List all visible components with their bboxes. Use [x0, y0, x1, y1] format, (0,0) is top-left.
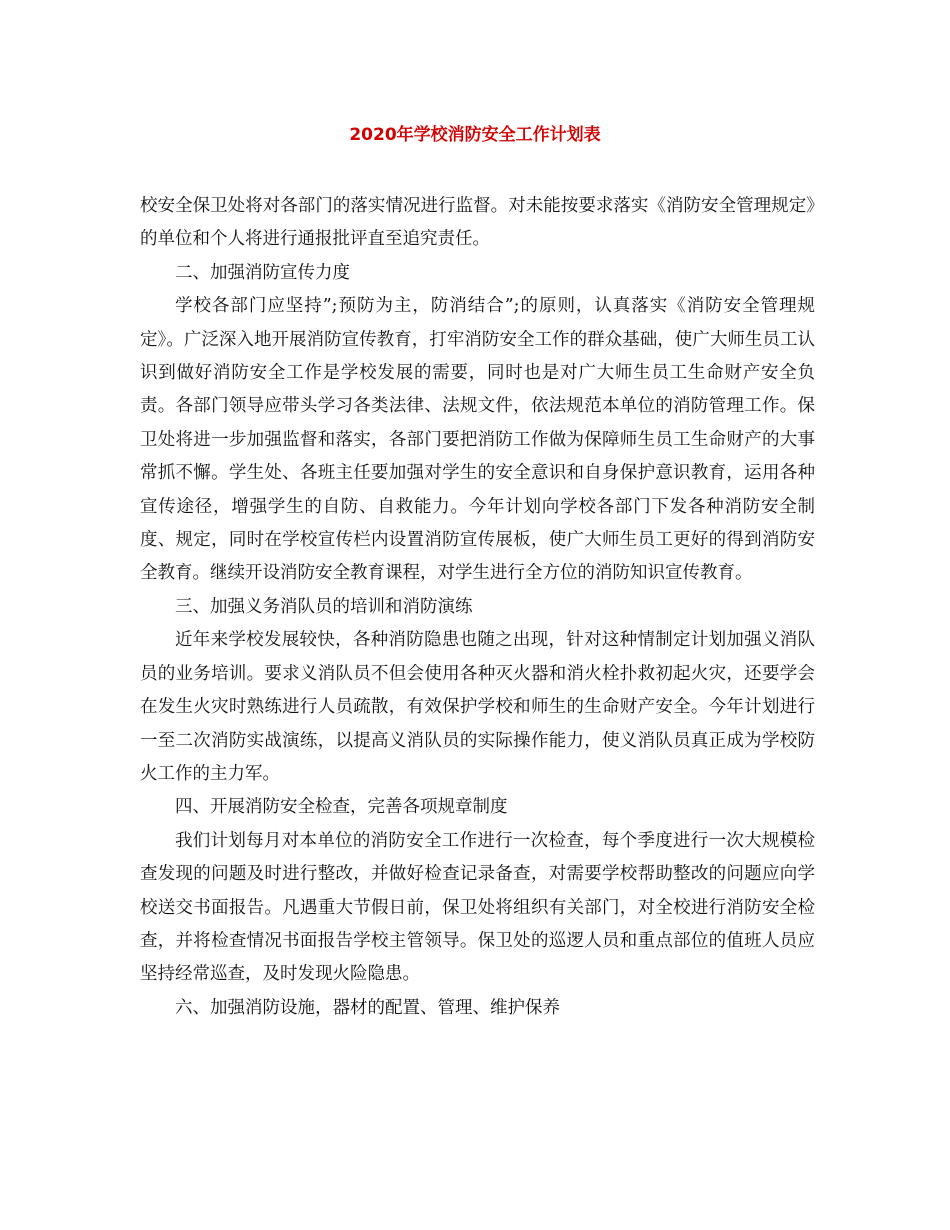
paragraph-continuation: 校安全保卫处将对各部门的落实情况进行监督。对未能按要求落实《消防安全管理规定》的单位和个人将进行通报批评直至追究责任。 — [140, 196, 815, 250]
section-heading-safety-inspection: 四、开展消防安全检查，完善各项规章制度 — [175, 797, 508, 818]
paragraph-volunteer-training: 近年来学校发展较快，各种消防隐患也随之出现，针对这种情制定计划加强义消队员的业务培训。要求义消队员不但会使用各种灭火器和消火栓扑救初起火灾，还要学会在发生火灾时熟练进行人员疏散，有效保护学校和师生的生命财产安全。今年计划进行一至二次消防实战演练，以提高义消队员的实际操作能力，使义消队员真正成为学校防火工作的主力军。 — [140, 630, 815, 784]
section-heading-volunteer-training: 三、加强义务消队员的培训和消防演练 — [175, 596, 473, 617]
document-body — [140, 190, 815, 1025]
section-heading-publicity: 二、加强消防宣传力度 — [175, 262, 350, 283]
paragraph-publicity: 学校各部门应坚持”;预防为主，防消结合”;的原则，认真落实《消防安全管理规定》。广泛深入地开展消防宣传教育，打牢消防安全工作的群众基础，使广大师生员工认识到做好消防安全工作是学校发展的需要，同时也是对广大师生员工生命财产安全负责。各部门领导应带头学习各类法律、法规文件，依法规范本单位的消防管理工作。保卫处将进一步加强监督和落实，各部门要把消防工作做为保障师生员工生命财产的大事常抓不懈。学生处、各班主任要加强对学生的安全意识和自身保护意识教育，运用各种宣传途径，增强学生的自防、自救能力。今年计划向学校各部门下发各种消防安全制度、规定，同时在学校宣传栏内设置消防宣传展板，使广大师生员工更好的得到消防安全教育。继续开设消防安全教育课程，对学生进行全方位的消防知识宣传教育。 — [140, 296, 815, 584]
section-heading-equipment: 六、加强消防设施，器材的配置、管理、维护保养 — [175, 997, 560, 1018]
document-title: 2020年学校消防安全工作计划表 — [349, 125, 601, 145]
paragraph-safety-inspection: 我们计划每月对本单位的消防安全工作进行一次检查，每个季度进行一次大规模检查发现的问题及时进行整改，并做好检查记录备查，对需要学校帮助整改的问题应向学校送交书面报告。凡遇重大节假日前，保卫处将组织有关部门，对全校进行消防安全检查，并将检查情况书面报告学校主管领导。保卫处的巡逻人员和重点部位的值班人员应坚持经常巡查，及时发现火险隐患。 — [140, 830, 815, 985]
